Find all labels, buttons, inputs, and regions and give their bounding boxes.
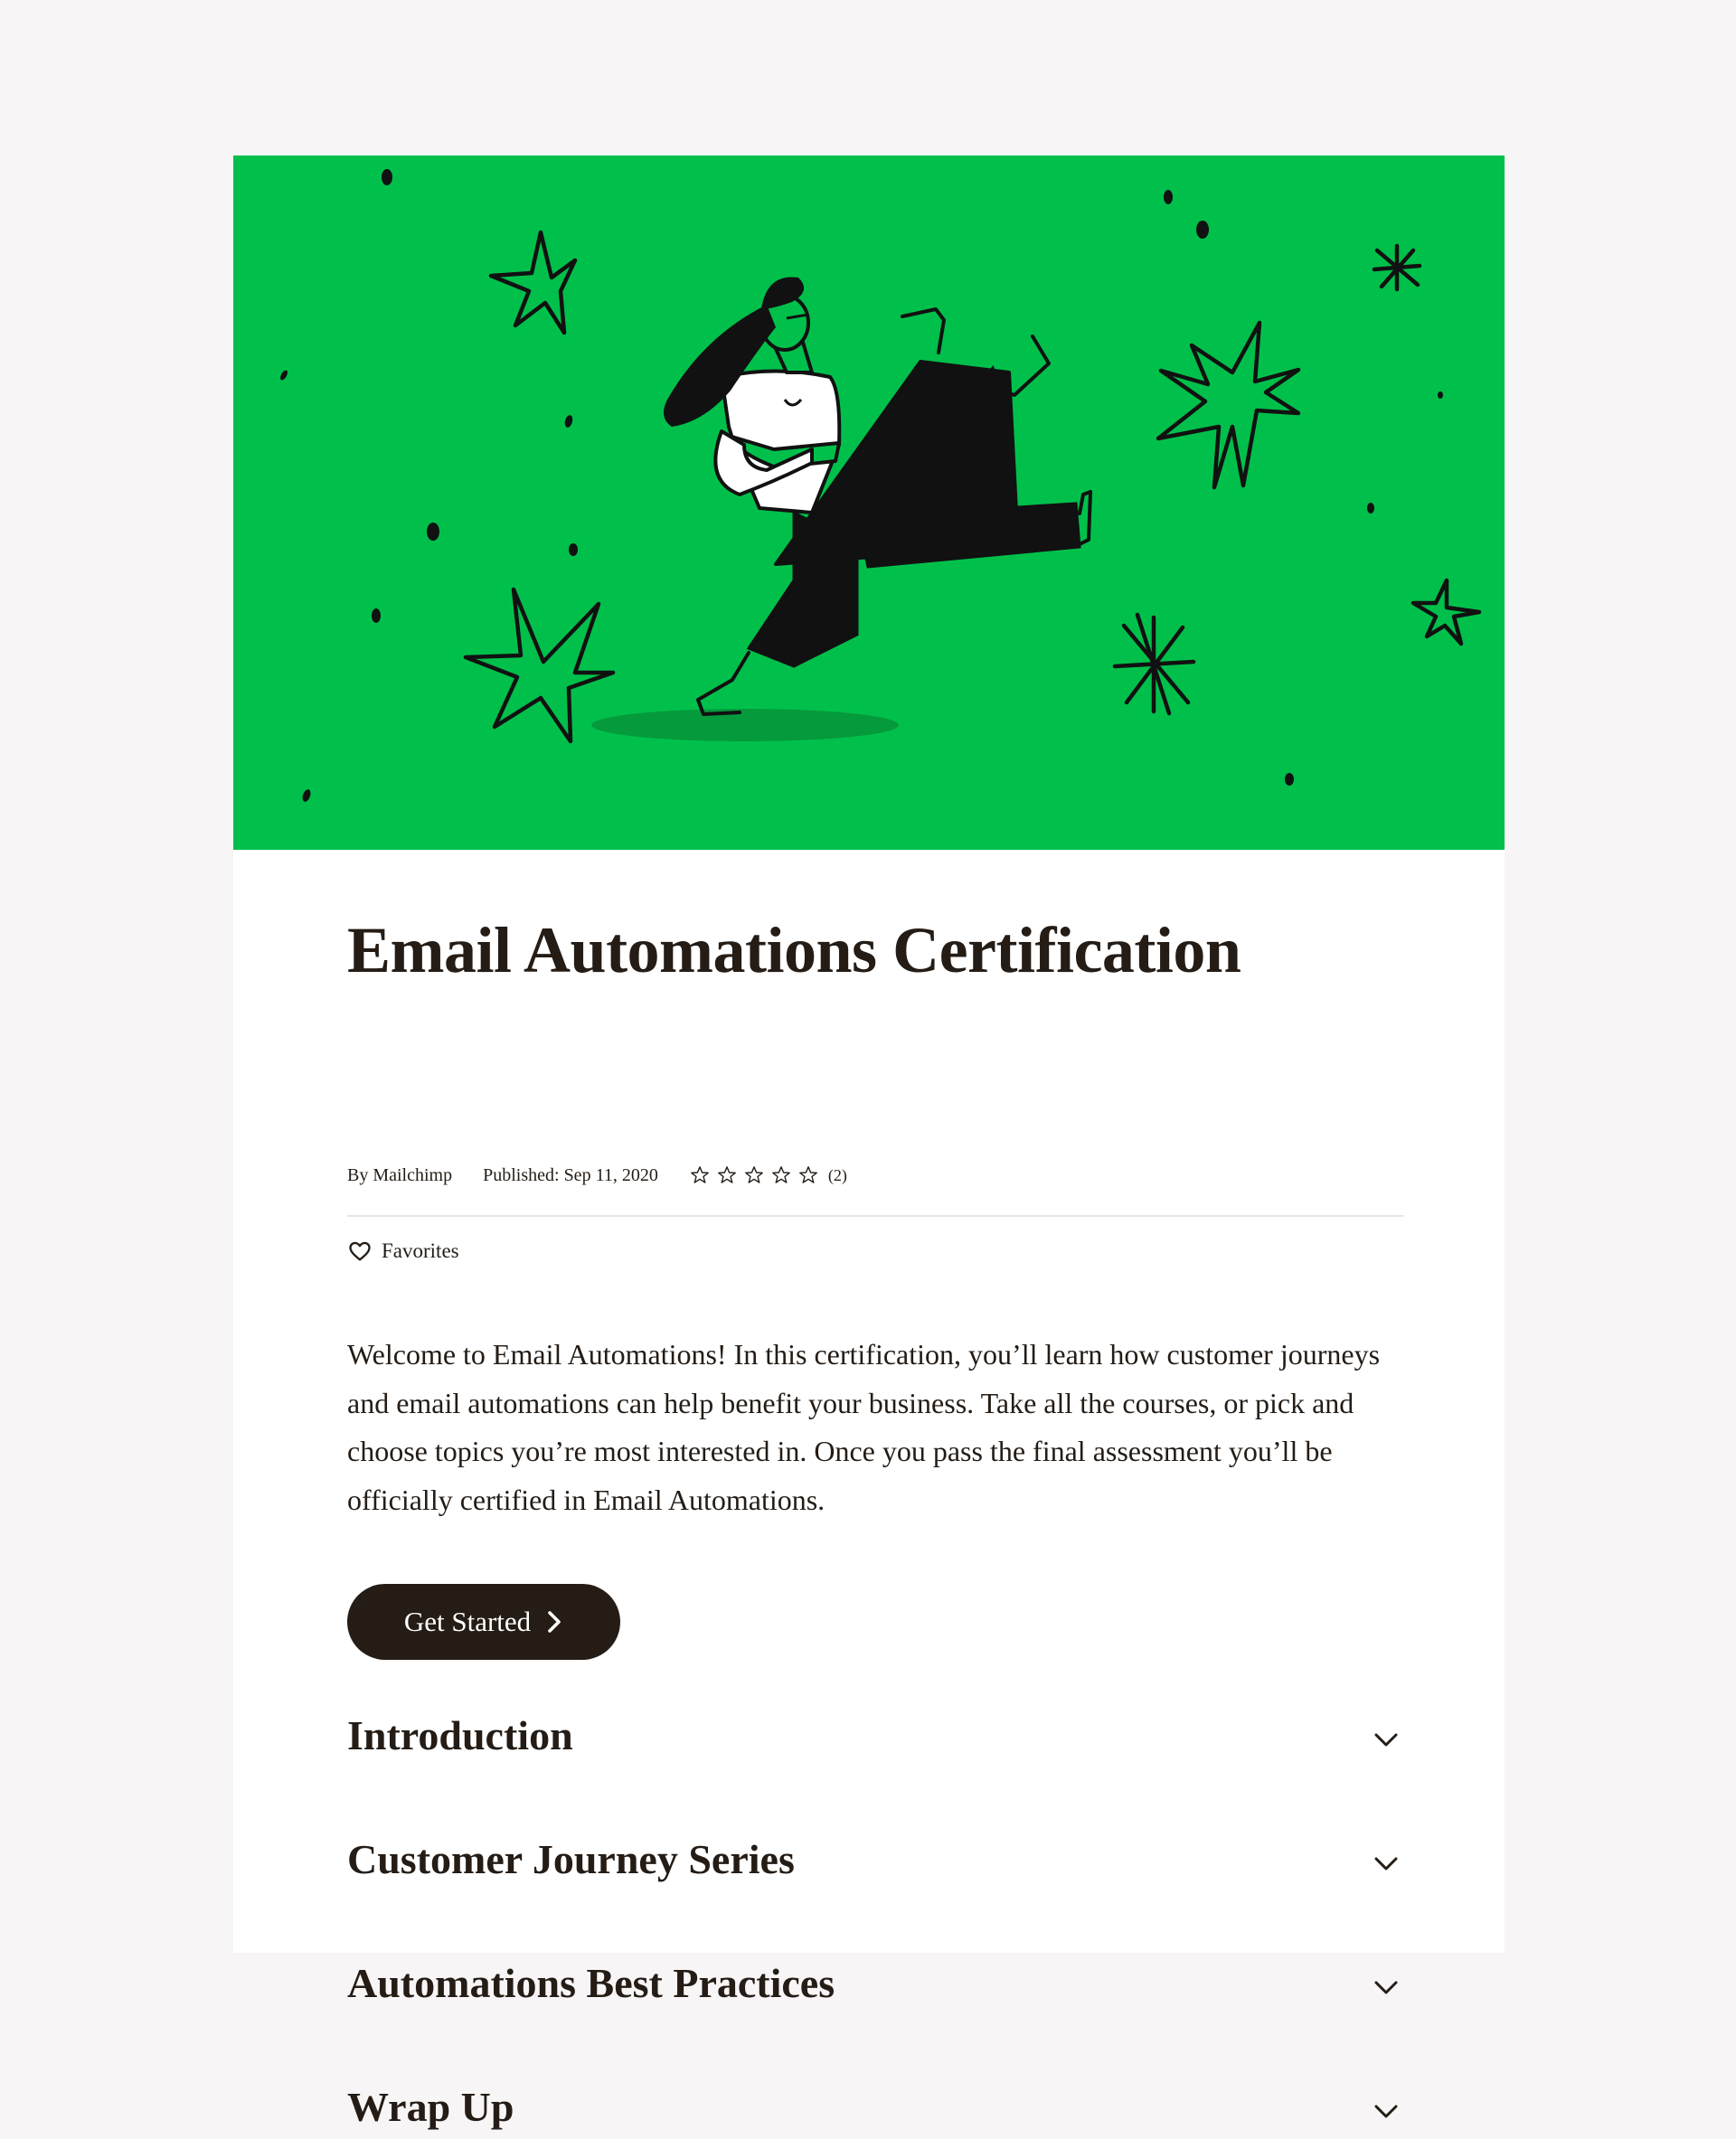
section-introduction[interactable] (347, 1704, 1403, 1767)
course-card (233, 155, 1505, 2130)
chevron-down-icon[interactable] (1373, 1850, 1400, 1877)
course-description: Welcome to Email Automations! In this certification, you’ll learn how customer journeys and email automations can help benefit your business. Take all the courses, or pick and choose topics you’re most interested in. Once you pass the final assessment you’ll be officially certified in Email Automations. (347, 1338, 1381, 1516)
star-outline-icon[interactable] (797, 1164, 819, 1186)
section-title: Introduction (347, 1712, 573, 1758)
course-meta (347, 1162, 1403, 1189)
chevron-right-icon (545, 1609, 563, 1635)
star-outline-icon[interactable] (689, 1164, 711, 1186)
author-label: By Mailchimp (347, 1164, 453, 1185)
rating-stars[interactable] (689, 1164, 819, 1186)
rating-count: (2) (827, 1165, 847, 1184)
hero-illustration (233, 155, 1505, 850)
get-started-label: Get Started (403, 1606, 532, 1637)
star-outline-icon[interactable] (743, 1164, 765, 1186)
section-title: Customer Journey Series (347, 1836, 795, 1882)
favorites-label: Favorites (382, 1239, 459, 1262)
dancing-woman-illustration (233, 155, 1505, 850)
published-date: Published: Sep 11, 2020 (483, 1164, 658, 1185)
heart-icon (347, 1239, 373, 1264)
section-automations-best-practices[interactable] (347, 1952, 1403, 2015)
chevron-down-icon[interactable] (1373, 2097, 1400, 2125)
meta-divider (347, 1215, 1403, 1217)
favorites-button[interactable] (347, 1233, 459, 1269)
section-title: Wrap Up (347, 2084, 514, 2130)
chevron-down-icon[interactable] (1373, 1726, 1400, 1753)
section-title: Automations Best Practices (347, 1960, 835, 2006)
chevron-down-icon[interactable] (1373, 1974, 1400, 2001)
page-title: Email Automations Certification (347, 914, 1241, 986)
section-wrap-up[interactable] (347, 2076, 1403, 2139)
section-customer-journey-series[interactable] (347, 1828, 1403, 1891)
star-outline-icon[interactable] (770, 1164, 792, 1186)
get-started-button[interactable] (347, 1584, 620, 1660)
star-outline-icon[interactable] (716, 1164, 738, 1186)
